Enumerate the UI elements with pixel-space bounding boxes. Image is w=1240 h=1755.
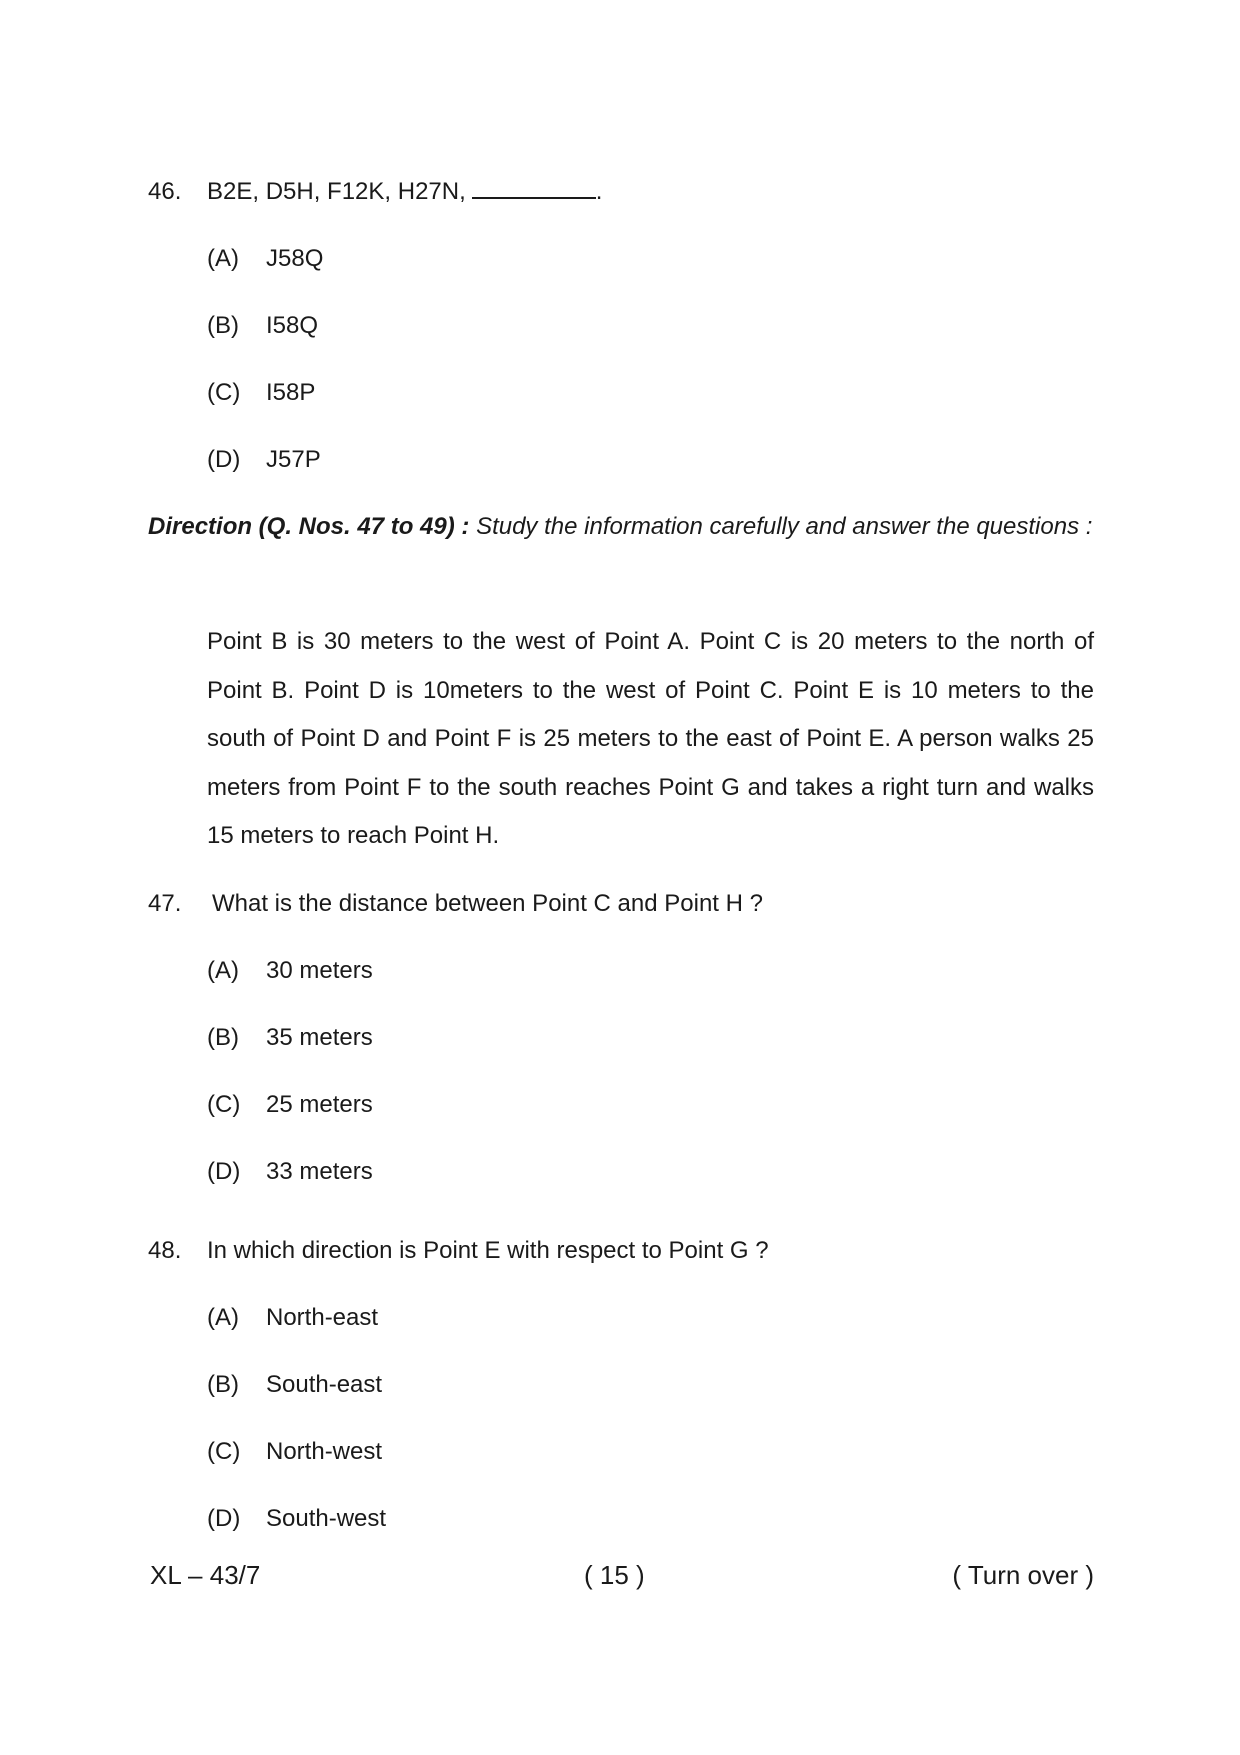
information-passage: Point B is 30 meters to the west of Point A. Point C is 20 meters to the north of Point B. Point D is 10meters to the west of Point C. Point E is 10 meters to the south of Point D and Point F is 25 meters to the east of Point E. A person walks 25 meters from Point F to the south reaches Point G and takes a right turn and walks 15 meters to reach Point H. <box>207 628 1094 849</box>
q47-option-d-text: 33 meters <box>266 1158 373 1185</box>
q46-option-a-text: J58Q <box>266 245 324 272</box>
question-46-sequence: B2E, D5H, F12K, H27N, <box>207 178 466 205</box>
q47-option-b-letter: (B) <box>207 1024 239 1051</box>
page-number: ( 15 ) <box>584 1560 645 1590</box>
q46-option-d-letter: (D) <box>207 446 241 473</box>
q46-option-b-letter: (B) <box>207 312 239 339</box>
q46-option-b-text: I58Q <box>266 312 319 339</box>
direction-text: Study the information carefully and answer the questions : <box>476 513 1093 540</box>
question-47-number: 47. <box>148 890 182 917</box>
q48-option-b-letter: (B) <box>207 1371 239 1398</box>
q46-option-a-letter: (A) <box>207 245 239 272</box>
q47-option-a-letter: (A) <box>207 957 239 984</box>
direction-heading: Direction (Q. Nos. 47 to 49) : <box>148 513 470 540</box>
q48-option-d-text: South-west <box>266 1505 387 1532</box>
q48-option-d-letter: (D) <box>207 1505 241 1532</box>
question-46-trail: . <box>595 178 603 205</box>
question-46-text <box>207 178 602 206</box>
q46-option-c-text: I58P <box>266 379 316 406</box>
direction-block <box>148 502 1094 551</box>
q46-option-c-letter: (C) <box>207 379 241 406</box>
q47-option-b-text: 35 meters <box>266 1024 373 1051</box>
question-46-number: 46. <box>148 178 182 205</box>
q47-option-c-text: 25 meters <box>266 1091 373 1118</box>
question-48-text: In which direction is Point E with respect to Point G ? <box>207 1237 769 1264</box>
q47-option-c-letter: (C) <box>207 1091 241 1118</box>
q48-option-c-text: North-west <box>266 1438 383 1465</box>
turn-over-note: ( Turn over ) <box>952 1560 1094 1590</box>
q46-option-d-text: J57P <box>266 446 321 473</box>
answer-blank-line <box>472 196 596 199</box>
question-48-number: 48. <box>148 1237 182 1264</box>
q48-option-c-letter: (C) <box>207 1438 241 1465</box>
q48-option-a-text: North-east <box>266 1304 379 1331</box>
q47-option-d-letter: (D) <box>207 1158 241 1185</box>
paper-code: XL – 43/7 <box>150 1560 261 1590</box>
q48-option-b-text: South-east <box>266 1371 383 1398</box>
q48-option-a-letter: (A) <box>207 1304 239 1331</box>
question-47-text: What is the distance between Point C and Point H ? <box>212 890 763 917</box>
q47-option-a-text: 30 meters <box>266 957 373 984</box>
